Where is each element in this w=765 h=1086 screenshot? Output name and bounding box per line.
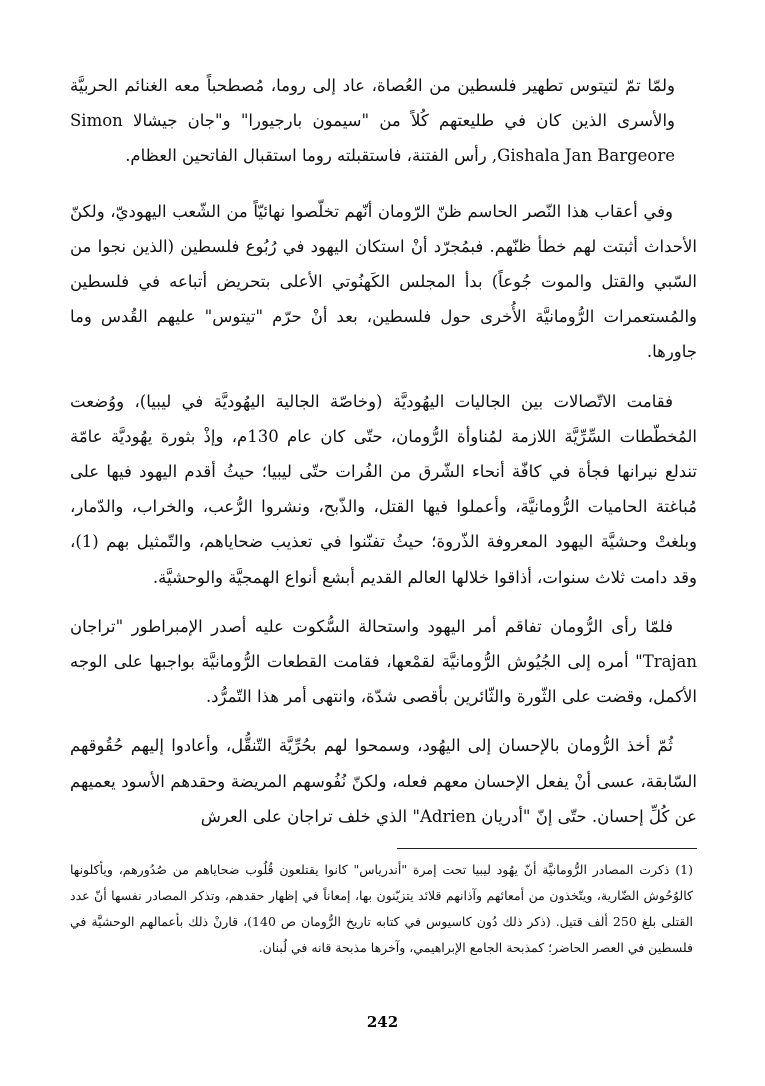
page-number: 242	[366, 1013, 399, 1031]
footnote: (1) ذكرت المصادر الرُّومانيَّة أنّ يهُود ليبيا تحت إمرة "أندرياس" كانوا يقتلعون قُلُوب ضحاياهم من صُدُورهم، ويأكلونها كالوُحُوش الضّارية، ويتّخذون من أمعائهم وآذانهم قلائد يتزيّنون بها، إمعاناً في إظهار حقدهم، وتذكر المصادر نفسها أنّ عدد القتلى بلغ 250 ألف قتيل. (ذكر ذلك دُون كاسيوس في كتابه تاريخ الرُّومان ص 140)، قارنْ ذلك بأعمالهم الوحشيَّة في فلسطين في العصر الحاضر؛ كمذبحة الجامع الإبراهيمي، وآخرها مذبحة قانه في لُبنان.	[70, 862, 694, 956]
paragraph-3: فقامت الاتّصالات بين الجاليات اليهُوديَّة (وخاصّة الجالية اليهُوديَّة في ليبيا)، ووُضعت المُخطّطات السِّرِّيَّة اللازمة لمُناوأة الرُّومان، حتّى كان عام 130م، وإذْ بثورة يهُوديَّة عامّة تندلع نيرانها فجأة في كافّة أنحاء الشّرق من الفُرات حتّى ليبيا؛ حيثُ أقدم اليهود فيها على مُباغتة الحاميات الرُّومانيَّة، وأعملوا فيها القتل، والذّبح، ونشروا الرُّعب، والخراب، والدّمار، وبلغتْ وحشيَّة اليهود المعروفة الذّروة؛ حيثُ تفنّنوا في تعذيب ضحاياهم، والتّمثيل بهم (1)، وقد دامت ثلاث سنوات، أذاقوا خلالها العالم القديم أبشع أنواع الهمجيَّة والوحشيَّة.	[70, 391, 697, 587]
footnote-divider	[397, 848, 697, 849]
paragraph-2: وفي أعقاب هذا النّصر الحاسم ظنّ الرّومان أنّهم تخلّصوا نهائيّاً من الشّعب اليهوديّ، ولكنّ الأحداث أثبتت لهم خطأ ظنّهم. فبمُجرّد أنْ استكان اليهود في رُبُوع فلسطين (الذين نجوا من السّبي والقتل والموت جُوعاً) بدأ المجلس الكَهنُوتي الأعلى بتحريض أتباعه في فلسطين والمُستعمرات الرُّومانيَّة الأُخرى حول فلسطين، بعد أنْ حرّم "تيتوس" عليهم القُدس وما جاورها.	[70, 201, 697, 362]
paragraph-1: ولمّا تمّ لتيتوس تطهير فلسطين من العُصاة، عاد إلى روما، مُصطحباً معه الغنائم الحربيَّة والأسرى الذين كان في طليعتهم كُلاً من "سيمون بارجيورا" و"جان جيشالا Simon Gishala Jan Bargeore, رأس الفتنة، فاستقبلته روما استقبال الفاتحين العظام.	[70, 76, 675, 166]
paragraph-5: ثُمّ أخذ الرُّومان بالإحسان إلى اليهُود، وسمحوا لهم بحُرِّيَّة التّنقُّل، وأعادوا إليهم حُقُوقهم السّابقة، عسى أنْ يفعل الإحسان معهم فعله، ولكنّ نُفُوسهم المريضة وحقدهم الأسود يعميهم عن كُلِّ إحسان. حتّى إنّ "أدريان Adrien" الذي خلف تراجان على العرش	[70, 736, 697, 826]
paragraph-4: فلمّا رأى الرُّومان تفاقم أمر اليهود واستحالة السُّكوت عليه أصدر الإمبراطور "تراجان Trajan" أمره إلى الجُيُوش الرُّومانيَّة لقمْعها، فقامت القطعات الرُّومانيَّة بواجبها على الوجه الأكمل، وقضت على الثّورة والثّائرين بأقصى شدّة، وانتهى أمر هذا التّمرُّد.	[70, 616, 697, 707]
